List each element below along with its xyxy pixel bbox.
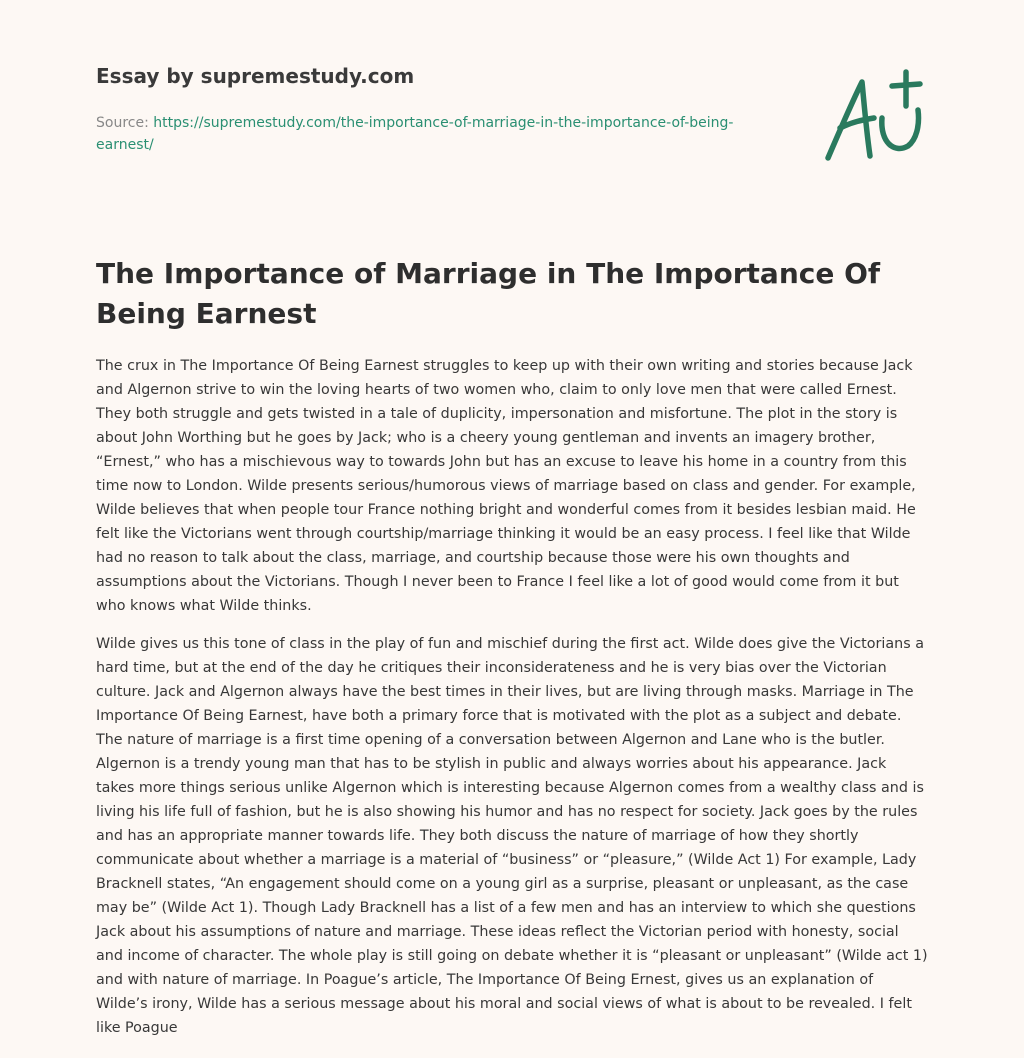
essay-paragraph-2: Wilde gives us this tone of class in the play of fun and mischief during the first act. Wilde does give the Victorians a hard time, but at the end of the day he critiques their inconsiderateness and he is very bias over the Victorian culture. Jack and Algernon always have the best times in their lives, but are living through masks. Marriage in The Importance Of Being Earnest, have both a primary force that is motivated with the plot as a subject and debate. The nature of marriage is a first time opening of a conversation between Algernon and Lane who is the butler. Algernon is a trendy young man that has to be stylish in public and always worries about his appearance. Jack takes more things serious unlike Algernon which is interesting because Algernon comes from a wealthy class and is living his life full of fashion, but he is also showing his humor and has no respect for society. Jack goes by the rules and has an appropriate manner towards life. They both discuss the nature of marriage of how they shortly communicate about whether a marriage is a material of “business” or “pleasure,” (Wilde Act 1) For example, Lady Bracknell states, “An engagement should come on a young girl as a surprise, pleasant or unpleasant, as the case may be” (Wilde Act 1). Though Lady Bracknell has a list of a few men and has an interview to which she questions Jack about his assumptions of nature and marriage. These ideas reflect the Victorian period with honesty, social and income of character. The whole play is still going on debate whether it is “pleasant or unpleasant” (Wilde act 1) and with nature of marriage. In Poague’s article, The Importance Of Being Ernest, gives us an explanation of Wilde’s irony, Wilde has a serious message about his moral and social views of what is about to be revealed. I felt like Poague: [96, 636, 928, 1036]
source-label: Source:: [96, 115, 154, 131]
essay-paragraph-1: The crux in The Importance Of Being Earnest struggles to keep up with their own writing and stories because Jack and Algernon strive to win the loving hearts of two women who, claim to only love men that were called Ernest. They both struggle and gets twisted in a tale of duplicity, impersonation and misfortune. The plot in the story is about John Worthing but he goes by Jack; who is a cheery young gentleman and invents an imagery brother, “Ernest,” who has a mischievous way to towards John but has an excuse to leave his home in a country from this time now to London. Wilde presents serious/humorous views of marriage based on class and gender. For example, Wilde believes that when people tour France nothing bright and wonderful comes from it besides lesbian maid. He felt like the Victorians went through courtship/marriage thinking it would be an easy process. I feel like that Wilde had no reason to talk about the class, marriage, and courtship because those were his own thoughts and assumptions about the Victorians. Though I never been to France I feel like a lot of good would come from it but who knows what Wilde thinks.: [96, 358, 916, 614]
site-title: Essay by supremestudy.com: [96, 64, 415, 88]
essay-title: The Importance of Marriage in The Importance Of Being Earnest: [96, 257, 881, 330]
essay-body: [96, 354, 928, 1054]
source-link[interactable]: https://supremestudy.com/the-importance-of-marriage-in-the-importance-of-being-earnest/: [96, 115, 734, 153]
a-plus-grade-icon: [822, 66, 930, 166]
source-line: [96, 112, 756, 156]
